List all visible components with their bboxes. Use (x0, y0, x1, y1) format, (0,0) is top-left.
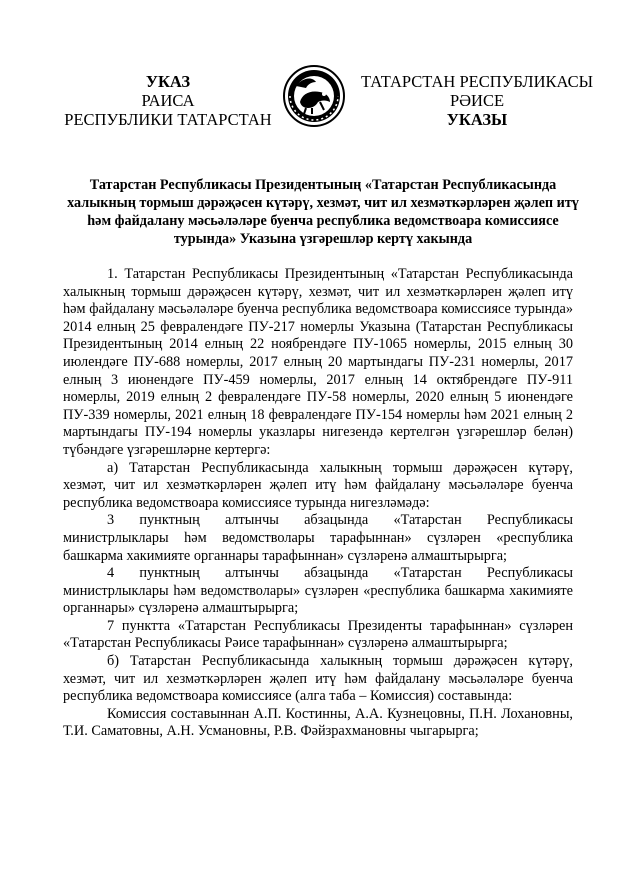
paragraph-6: б) Татарстан Республикасында халыкның тормыш дәрәҗәсен күтәрү, хезмәт, чит ил хезмәткәрләрен җәлеп итү һәм файдалану мәсьәләләре буенча республика ведомствоара комиссиясе (алга таба – Комиссия) составында: (63, 653, 573, 705)
paragraph-3: 3 пунктның алтынчы абзацында «Татарстан Республикасы министрлыклары һәм ведомстволары тарафыннан» сүзләрен «республика башкарма хакимияте органнары тарафыннан» сүзләренә алмаштырырга; (63, 512, 573, 564)
paragraph-1: 1. Татарстан Республикасы Президентының «Татарстан Республикасында халыкның тормыш дәрәҗәсен күтәрү, хезмәт, чит ил хезмәткәрләрен җәлеп итү һәм файдалану мәсьәләләре буенча республика ведомствоара комиссиясе турында» 2014 елның 25 февралендәге ПУ-217 номерлы Указына (Татарстан Республикасы Президентының 2014 елның 22 ноябрендәге ПУ-1065 номерлы, 2015 елның 30 июлендәге ПУ-688 номерлы, 2017 елның 20 мартындагы ПУ-231 номерлы, 2017 елның 3 июнендәге ПУ-459 номерлы, 2017 елның 14 октябрендәге ПУ-911 номерлы, 2019 елның 2 февралендәге ПУ-58 номерлы, 2020 елның 5 июнендәге ПУ-339 номерлы, 2021 елның 18 февралендәге ПУ-154 номерлы һәм 2021 елның 2 мартындагы ПУ-194 номерлы указлары нигезендә кертелгән үзгәрешләр белән) түбәндәге үзгәрешләрне кертергә: (63, 266, 573, 458)
header-left-line-1: УКАЗ (145, 72, 191, 91)
header-left-line-2: РАИСА (141, 91, 195, 110)
paragraph-7: Комиссия составыннан А.П. Костинны, А.А. Кузнецовны, П.Н. Лохановны, Т.И. Саматовны, А.Н. Усмановны, Р.В. Фәйзрахмановны чыгарырга; (63, 705, 573, 740)
header-left-line-3: РЕСПУБЛИКИ ТАТАРСТАН (64, 110, 272, 129)
header-left-block (58, 72, 278, 129)
header-right-line-3: УКАЗЫ (446, 110, 508, 129)
header-right-line-2: РӘИСЕ (449, 91, 505, 110)
paragraph-4: 4 пунктның алтынчы абзацында «Татарстан Республикасы министрлыклары һәм ведомстволары» сүзләрен «республика башкарма хакимияте органнары» сүзләренә алмаштырырга; (63, 565, 573, 617)
decree-title: Татарстан Республикасы Президентының «Татарстан Республикасында халыкның тормыш дәрәҗәсен күтәрү, хезмәт, чит ил хезмәткәрләрен җәлеп итү һәм файдалану мәсьәләләре буенча республика ведомствоара комиссиясе турында» Указына үзгәрешләр кертү хакында (67, 177, 579, 247)
header-right-line-1: ТАТАРСТАН РЕСПУБЛИКАСЫ (360, 72, 593, 91)
paragraph-5: 7 пунктта «Татарстан Республикасы Президенты тарафыннан» сүзләрен «Татарстан Республикасы Рәисе тарафыннан» сүзләренә алмаштырырга; (63, 617, 573, 652)
paragraph-2: а) Татарстан Республикасында халыкның тормыш дәрәҗәсен күтәрү, хезмәт, чит ил хезмәткәрләрен җәлеп итү һәм файдалану мәсьәләләре буенча республика ведомствоара комиссиясе турында нигезләмәдә: (63, 459, 573, 511)
header-right-block (352, 72, 602, 129)
tatarstan-emblem-icon (282, 64, 346, 128)
decree-body (63, 266, 573, 741)
